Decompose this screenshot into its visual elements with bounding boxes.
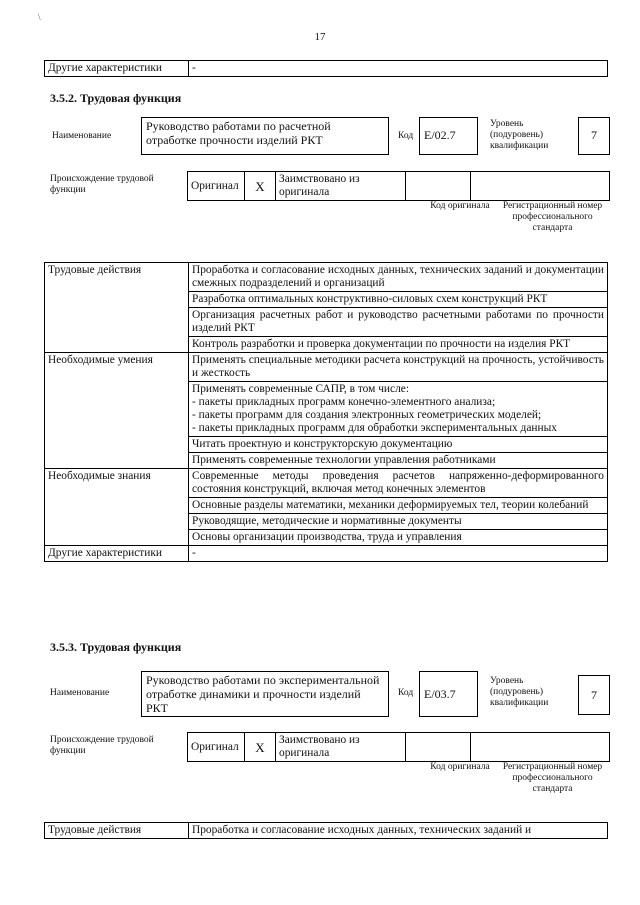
row-text: Организация расчетных работ и руководство расчетными работами по прочности изделий РКТ [189,308,608,337]
section1-heading: 3.5.2. Трудовая функция [50,91,182,105]
section1-code-orig-caption: Код оригинала [430,201,490,211]
table-row [45,469,608,498]
table-row [45,263,608,292]
row-label: Другие характеристики [45,546,189,562]
section2-name-label: Наименование [50,688,110,698]
table-row [45,823,608,839]
section1-table [44,262,608,562]
row-text: Читать проектную и конструкторскую документацию [189,437,608,453]
section1-origin-label: Происхождение трудовой функции [50,174,154,195]
section1-origin-table [187,171,610,201]
section2-heading: 3.5.3. Трудовая функция [50,640,182,654]
row-text: Проработка и согласование исходных данных, технических заданий и [189,823,608,839]
top-row-value: - [189,61,608,77]
row-label: Трудовые действия [45,823,189,839]
section1-code-orig-cell [406,172,471,201]
section1-code-label: Код [398,131,414,141]
section1-level-box [578,117,610,155]
section2-origin-table [187,732,610,762]
section1-code-box [419,117,478,155]
section1-level-value: 7 [591,128,597,142]
section1-name-label: Наименование [52,131,112,141]
top-row-label: Другие характеристики [45,61,189,77]
section1-original-label: Оригинал [188,172,245,201]
section2-origin-label: Происхождение трудовой функции [50,735,154,756]
row-label: Необходимые умения [45,353,189,469]
section2-level-box [578,675,610,715]
row-text: Применять современные технологии управления работниками [189,453,608,469]
page-number: 17 [314,31,326,43]
row-text: Руководящие, методические и нормативные документы [189,514,608,530]
section1-reg-caption: Регистрационный номер профессионального стандарта [502,201,603,233]
section1-borrowed-label: Заимствовано из оригинала [276,172,406,201]
table-row [45,353,608,382]
section2-original-label: Оригинал [188,733,245,762]
section2-code-orig-cell [406,733,471,762]
scan-mark: \ [38,12,41,22]
section2-reg-cell [471,733,610,762]
section2-table [44,822,608,839]
section2-level-label: Уровень (подуровень) квалификации [490,676,549,708]
row-label: Необходимые знания [45,469,189,546]
section2-original-mark: X [245,733,276,762]
row-text: Современные методы проведения расчетов напряженно-деформированного состояния конструкций, включая метод конечных элементов [189,469,608,498]
row-label: Трудовые действия [45,263,189,353]
row-text: Основные разделы математики, механики деформируемых тел, теории колебаний [189,498,608,514]
top-continuation-table [44,60,608,77]
row-text: Основы организации производства, труда и управления [189,530,608,546]
row-text: Разработка оптимальных конструктивно-силовых схем конструкций РКТ [189,292,608,308]
section1-name-value: Руководство работами по расчетной отработке прочности изделий РКТ [146,119,331,147]
table-row [45,546,608,562]
section2-code-orig-caption: Код оригинала [430,762,490,772]
section1-reg-cell [471,172,610,201]
section1-level-label: Уровень (подуровень) квалификации [490,119,549,151]
section1-code-value: Е/02.7 [424,128,456,142]
row-text: Применять современные САПР, в том числе: - пакеты прикладных программ конечно-элементного анализа; - пакеты программ для создания электронных геометрических моделей; - пакеты прикладных программ для обработки экспериментальных данных [189,382,608,437]
row-text: Применять специальные методики расчета конструкций на прочность, устойчивость и жесткость [189,353,608,382]
row-text: - [189,546,608,562]
section1-name-box [141,117,389,155]
section2-reg-caption: Регистрационный номер профессионального стандарта [502,762,603,794]
section2-code-label: Код [398,688,414,698]
section2-borrowed-label: Заимствовано из оригинала [276,733,406,762]
section1-original-mark: X [245,172,276,201]
section2-name-box [141,671,389,717]
section2-code-box [419,671,478,717]
row-text: Проработка и согласование исходных данных, технических заданий и документации смежных подразделений и организаций [189,263,608,292]
section2-code-value: Е/03.7 [424,687,456,701]
section2-level-value: 7 [591,688,597,702]
row-text: Контроль разработки и проверка документации по прочности на изделия РКТ [189,337,608,353]
section2-name-value: Руководство работами по экспериментальной отработке динамики и прочности изделий РКТ [146,673,380,715]
